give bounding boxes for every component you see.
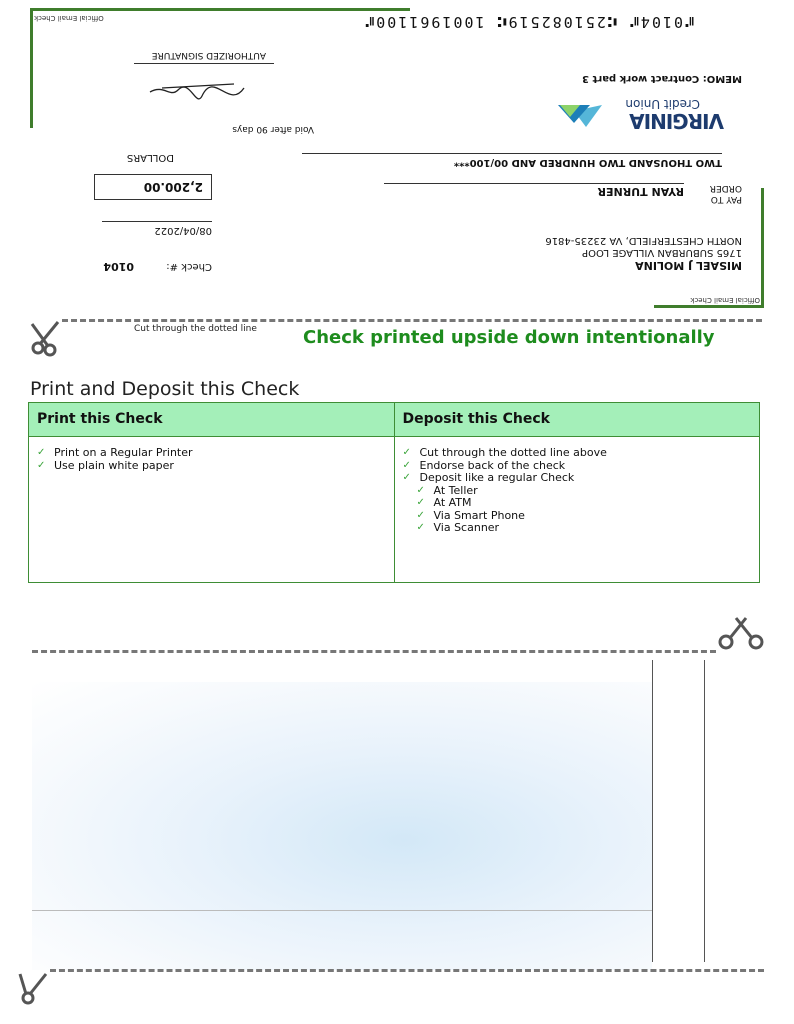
- list-item: [37, 447, 394, 460]
- bank-sub: Credit Union: [625, 97, 700, 111]
- signature-line: [134, 63, 274, 64]
- stub-divider-1: [652, 660, 653, 962]
- bank-name: VIRGINIA: [630, 109, 724, 133]
- list-item: [403, 497, 760, 510]
- print-column: [29, 403, 394, 582]
- scissors-icon: [716, 614, 766, 654]
- deposit-heading: Deposit this Check: [395, 403, 760, 437]
- date-line: [102, 221, 212, 222]
- void-after: Void after 90 days: [232, 124, 314, 134]
- check-mark-icon: ✓: [37, 447, 46, 458]
- bank-logo-icon: [554, 103, 604, 133]
- check-mark-icon: ✓: [402, 447, 411, 458]
- signature: [134, 64, 274, 118]
- check-mark-icon: ✓: [37, 459, 46, 471]
- instructions-box: [28, 402, 760, 583]
- check-number: 0104: [103, 260, 134, 273]
- memo: MEMO: Contract work part 3: [582, 73, 742, 84]
- amount-box: [94, 174, 212, 200]
- list-item-text: Print on a Regular Printer: [54, 446, 193, 459]
- authorized-signature-label: AUTHORIZED SIGNATURE: [151, 50, 266, 60]
- deposit-column: [394, 403, 760, 582]
- check-mark-icon: ✓: [416, 522, 425, 533]
- micr-line: ⑈0104⑈ ⑆251082519⑆ 1001961100⑈: [363, 13, 694, 31]
- amount-value: 2,200.00: [143, 180, 203, 194]
- check-stub: [32, 660, 764, 970]
- stub-divider-2: [704, 660, 705, 962]
- check-area: [0, 0, 794, 318]
- check-mark-icon: ✓: [402, 459, 411, 471]
- list-item-text: Via Scanner: [433, 521, 500, 534]
- list-item-text: Use plain white paper: [54, 458, 174, 472]
- list-item: [37, 460, 394, 473]
- cut-line-bottom: [50, 969, 764, 972]
- list-item: [403, 447, 760, 460]
- check-corner-bottom-right: [30, 8, 70, 128]
- upside-down-notice: Check printed upside down intentionally: [303, 327, 715, 348]
- cut-line-middle: [32, 650, 716, 653]
- check-number-label: Check #:: [166, 261, 212, 272]
- payee-line: [384, 183, 684, 184]
- bank-logo-block: [554, 97, 724, 133]
- pay-to-label: PAY TO ORDER: [709, 183, 742, 204]
- print-list: [29, 437, 394, 472]
- check-mark-icon: ✓: [416, 484, 425, 496]
- check: [30, 8, 764, 308]
- list-item-text: At ATM: [433, 496, 472, 509]
- list-item-text: Cut through the dotted line above: [419, 446, 607, 459]
- check-mark-icon: ✓: [416, 509, 425, 521]
- amount-words-line: [302, 153, 722, 154]
- instructions-title: Print and Deposit this Check: [30, 378, 300, 400]
- check-border-bottom-right: [30, 8, 410, 11]
- scissors-icon: [16, 968, 50, 1008]
- list-item-text: At Teller: [433, 483, 478, 497]
- check-border-top-left: [654, 305, 764, 308]
- dollars-label: DOLLARS: [126, 152, 174, 163]
- cut-instruction: Cut through the dotted line: [134, 324, 257, 334]
- print-heading: Print this Check: [29, 403, 394, 437]
- payer-address-line1: 1765 SUBURBAN VILLAGE LOOP: [582, 247, 742, 258]
- payer-name: MISAEL J MOLINA: [635, 259, 742, 272]
- list-item-text: Deposit like a regular Check: [419, 471, 575, 484]
- cut-line-top: [62, 319, 762, 322]
- stub-background: [32, 682, 652, 970]
- check-date: 08/04/2022: [154, 225, 212, 236]
- scissors-icon: [28, 318, 62, 358]
- list-item-text: Via Smart Phone: [433, 508, 525, 522]
- amount-words: TWO THOUSAND TWO HUNDRED AND 00/100***: [453, 157, 722, 168]
- list-item-text: Endorse back of the check: [419, 458, 566, 472]
- list-item: [403, 522, 760, 535]
- payee-name: RYAN TURNER: [597, 185, 684, 198]
- list-item: [403, 472, 760, 485]
- check-corner-note-bottom: Official Email Check: [34, 14, 104, 22]
- stub-line: [32, 910, 652, 911]
- check-mark-icon: ✓: [416, 497, 425, 508]
- check-mark-icon: ✓: [402, 472, 411, 483]
- deposit-list: [395, 437, 760, 535]
- payer-address-line2: NORTH CHESTERFIELD, VA 23235-4816: [545, 235, 742, 246]
- check-corner-note-top: Official Email Check: [690, 296, 760, 304]
